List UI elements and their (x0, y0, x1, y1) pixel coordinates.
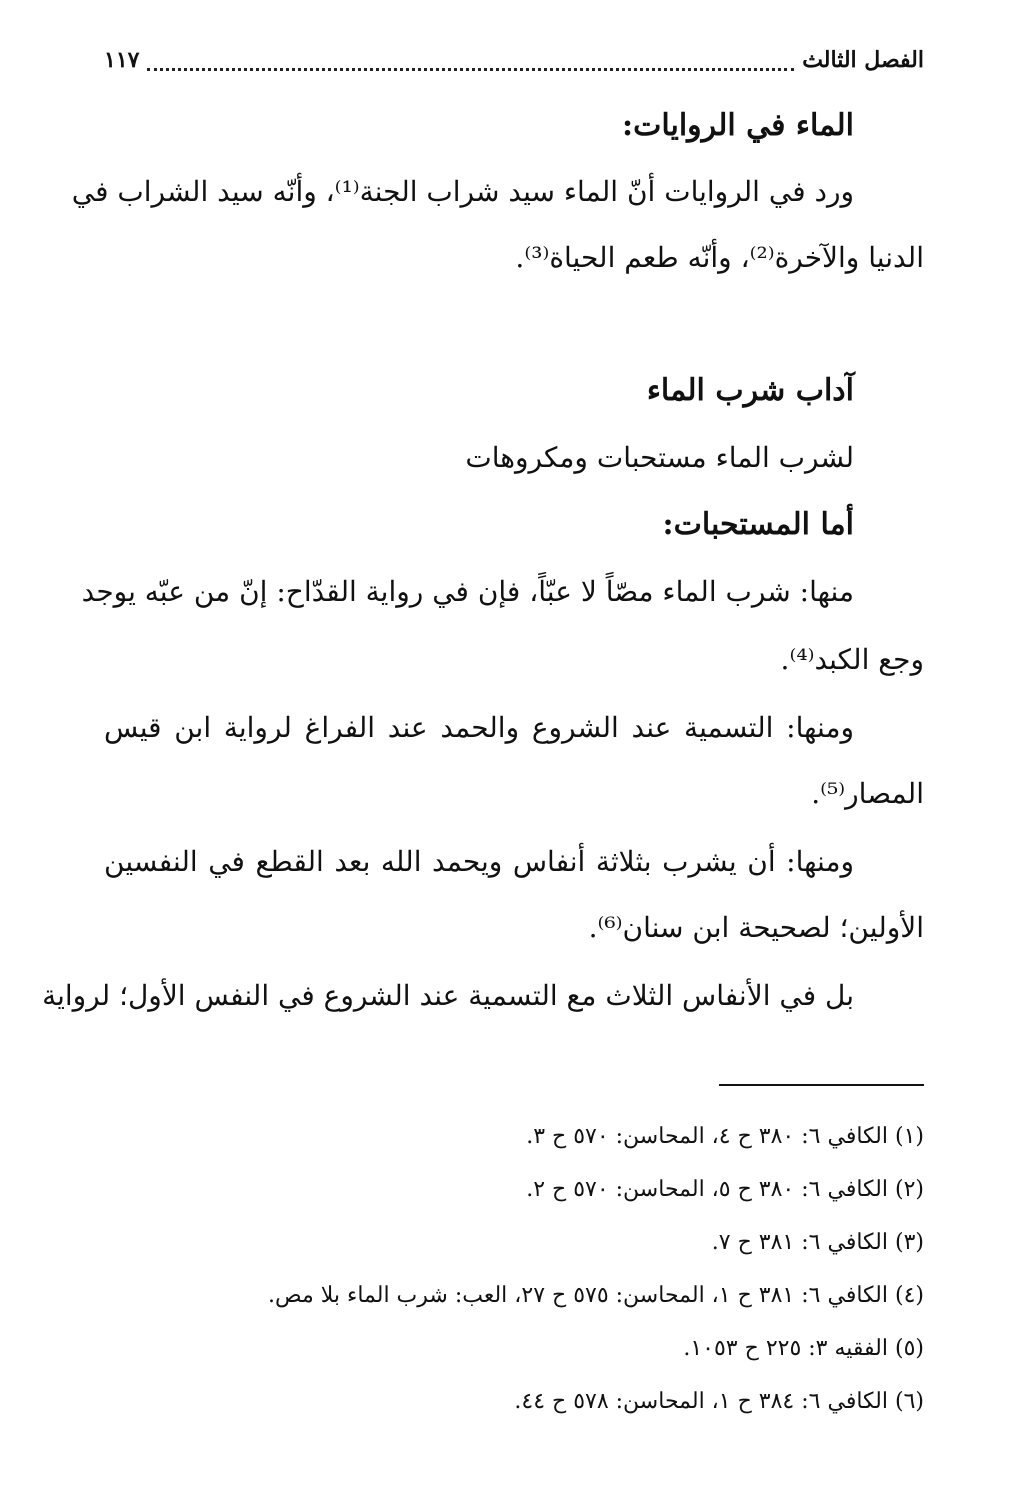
footnote: (١) الكافي ٦: ٣٨٠ ح ٤، المحاسن: ٥٧٠ ح ٣. (526, 1124, 924, 1149)
footnote: (٤) الكافي ٦: ٣٨١ ح ١، المحاسن: ٥٧٥ ح ٢٧، العب: شرب الماء بلا مص. (268, 1283, 924, 1308)
footnote-separator (719, 1084, 924, 1086)
paragraph-line: لشرب الماء مستحبات ومكروهات (465, 441, 854, 474)
paragraph-line: منها: شرب الماء مصّاً لا عبّاً، فإن في رواية القدّاح: إنّ من عبّه يوجد (81, 575, 854, 608)
footnote: (٣) الكافي ٦: ٣٨١ ح ٧. (711, 1230, 924, 1255)
section-heading-water-in-narrations: الماء في الروايات: (622, 108, 854, 143)
paragraph-line: المصار⁽⁵⁾. (811, 777, 924, 810)
footnote: (٥) الفقيه ٣: ٢٢٥ ح ١٠٥٣. (683, 1336, 924, 1361)
footnote: (٢) الكافي ٦: ٣٨٠ ح ٥، المحاسن: ٥٧٠ ح ٢. (526, 1177, 924, 1202)
subheading-recommended: أما المستحبات: (662, 507, 854, 542)
chapter-title: الفصل الثالث (802, 47, 924, 73)
paragraph-line: الأولين؛ لصحيحة ابن سنان⁽⁶⁾. (588, 911, 924, 944)
section-heading-drinking-etiquette: آداب شرب الماء (646, 373, 854, 408)
running-header (104, 40, 924, 80)
paragraph-line: ومنها: أن يشرب بثلاثة أنفاس ويحمد الله بعد القطع في النفسين (104, 845, 854, 878)
paragraph-line: ومنها: التسمية عند الشروع والحمد عند الفراغ لرواية ابن قيس (104, 711, 854, 744)
footnote: (٦) الكافي ٦: ٣٨٤ ح ١، المحاسن: ٥٧٨ ح ٤٤. (514, 1389, 924, 1414)
paragraph-line: وجع الكبد⁽⁴⁾. (780, 643, 924, 676)
page-number: ١١٧ (104, 47, 140, 73)
paragraph-line: ورد في الروايات أنّ الماء سيد شراب الجنة⁽¹⁾، وأنّه سيد الشراب في (71, 175, 854, 208)
paragraph-line: بل في الأنفاس الثلاث مع التسمية عند الشروع في النفس الأول؛ لرواية (42, 979, 854, 1012)
paragraph-line: الدنيا والآخرة⁽²⁾، وأنّه طعم الحياة⁽³⁾. (515, 241, 924, 274)
header-dotted-leader (147, 54, 794, 71)
